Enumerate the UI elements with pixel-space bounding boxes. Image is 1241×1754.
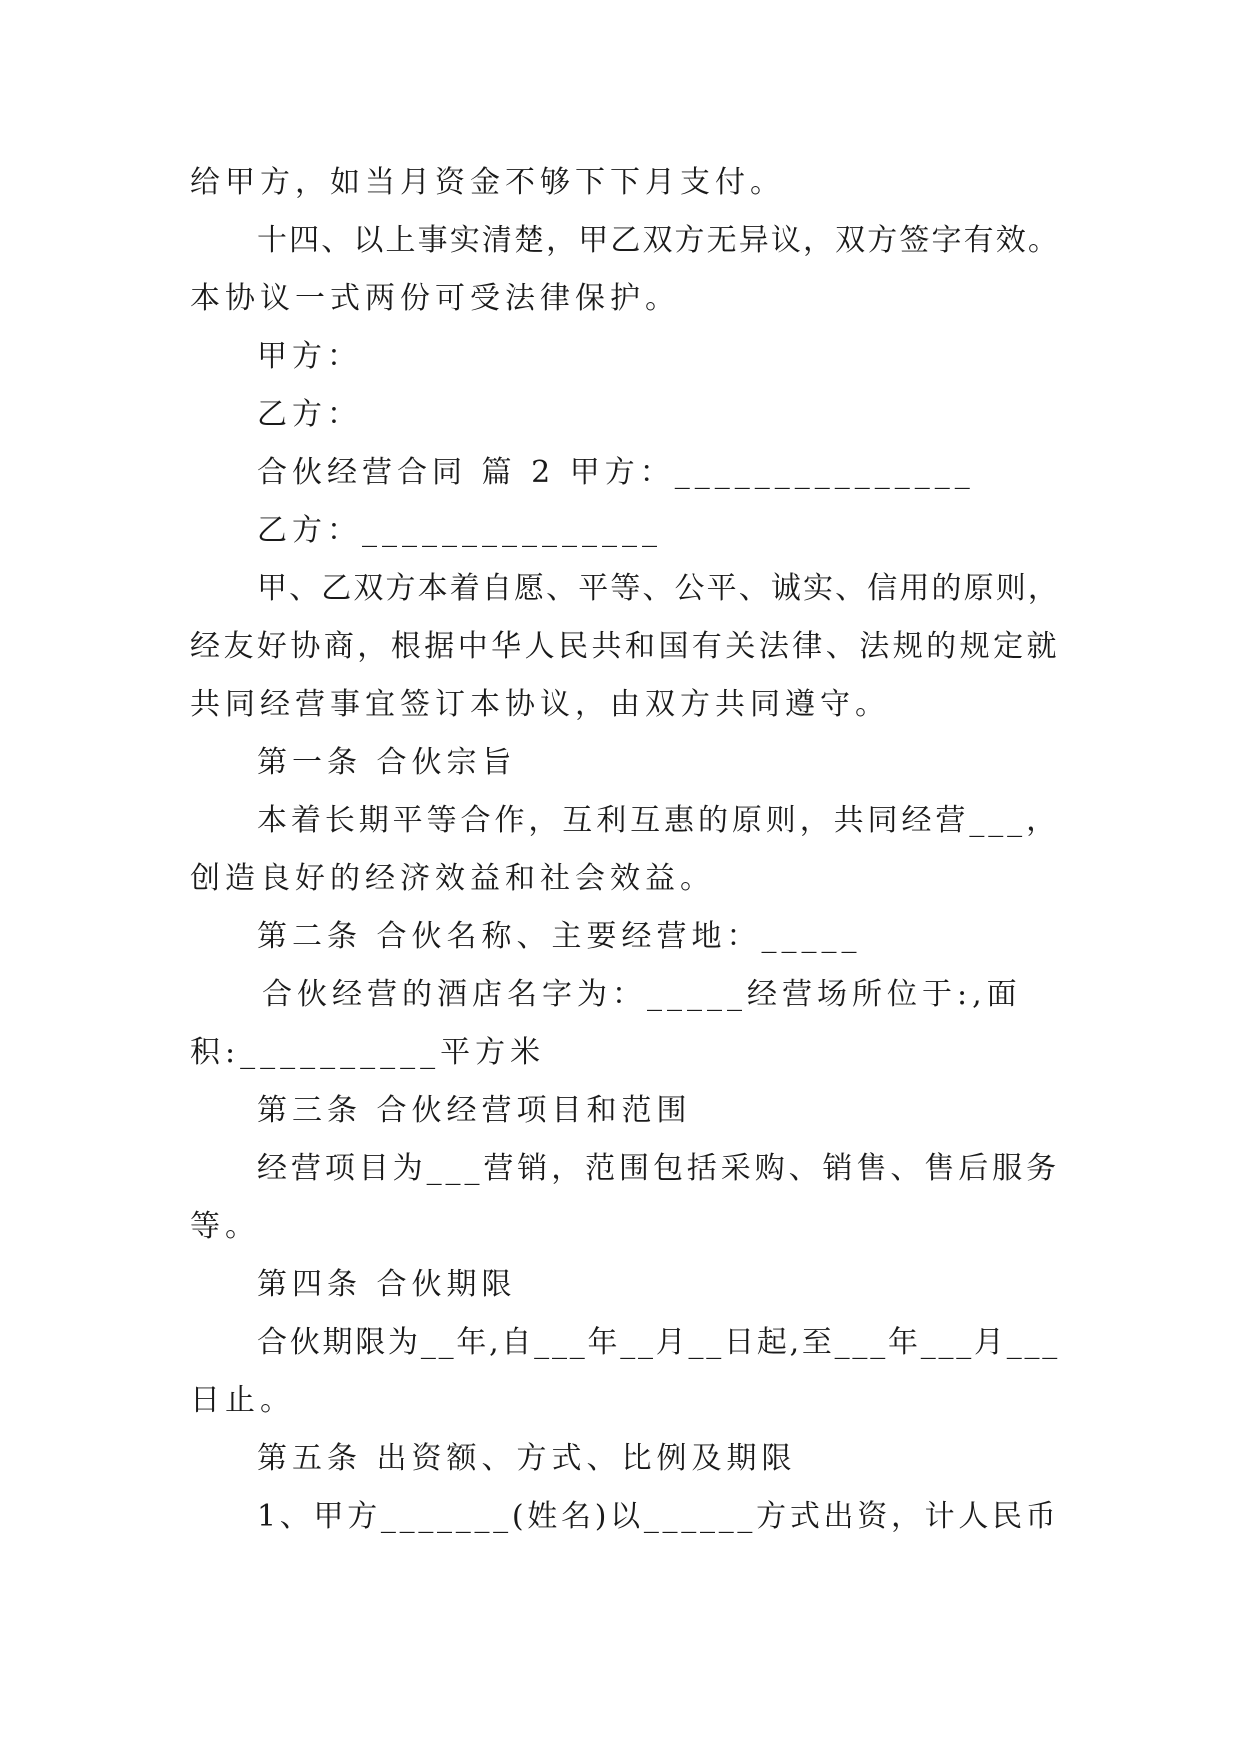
text-line-6: 合伙经营合同 篇 2 甲方：_______________ (257, 455, 975, 490)
text-line-3: 本协议一式两份可受法律保护。 (190, 281, 680, 316)
text-line-23: 第五条 出资额、方式、比例及期限 (257, 1441, 797, 1476)
text-line-11: 第一条 合伙宗旨 (257, 745, 517, 780)
text-line-24: 1、甲方_______(姓名)以______方式出资，计人民币 (257, 1499, 1060, 1534)
text-line-2: 十四、以上事实清楚，甲乙双方无异议，双方签字有效。 (257, 223, 1060, 258)
text-line-7: 乙方：_______________ (257, 513, 662, 548)
text-line-9: 经友好协商，根据中华人民共和国有关法律、法规的规定就 (190, 629, 1060, 664)
text-line-12: 本着长期平等合作，互利互惠的原则，共同经营___， (257, 803, 1060, 838)
text-line-21: 合伙期限为__年,自___年__月__日起,至___年___月___ (257, 1325, 1061, 1360)
text-line-10: 共同经营事宜签订本协议，由双方共同遵守。 (190, 687, 890, 722)
text-line-22: 日止。 (190, 1383, 295, 1418)
text-line-16: 积:__________平方米 (190, 1035, 546, 1070)
text-line-1: 给甲方，如当月资金不够下下月支付。 (190, 165, 785, 200)
text-line-19: 等。 (190, 1209, 260, 1244)
text-line-15: 合伙经营的酒店名字为：_____经营场所位于:,面 (262, 977, 1022, 1012)
text-line-8: 甲、乙双方本着自愿、平等、公平、诚实、信用的原则， (257, 571, 1060, 606)
text-line-18: 经营项目为___营销，范围包括采购、销售、售后服务 (257, 1151, 1060, 1186)
text-line-4: 甲方： (257, 339, 362, 374)
text-line-14: 第二条 合伙名称、主要经营地：_____ (257, 919, 862, 954)
text-line-17: 第三条 合伙经营项目和范围 (257, 1093, 692, 1128)
text-line-5: 乙方： (257, 397, 362, 432)
text-line-20: 第四条 合伙期限 (257, 1267, 517, 1302)
text-line-13: 创造良好的经济效益和社会效益。 (190, 861, 715, 896)
